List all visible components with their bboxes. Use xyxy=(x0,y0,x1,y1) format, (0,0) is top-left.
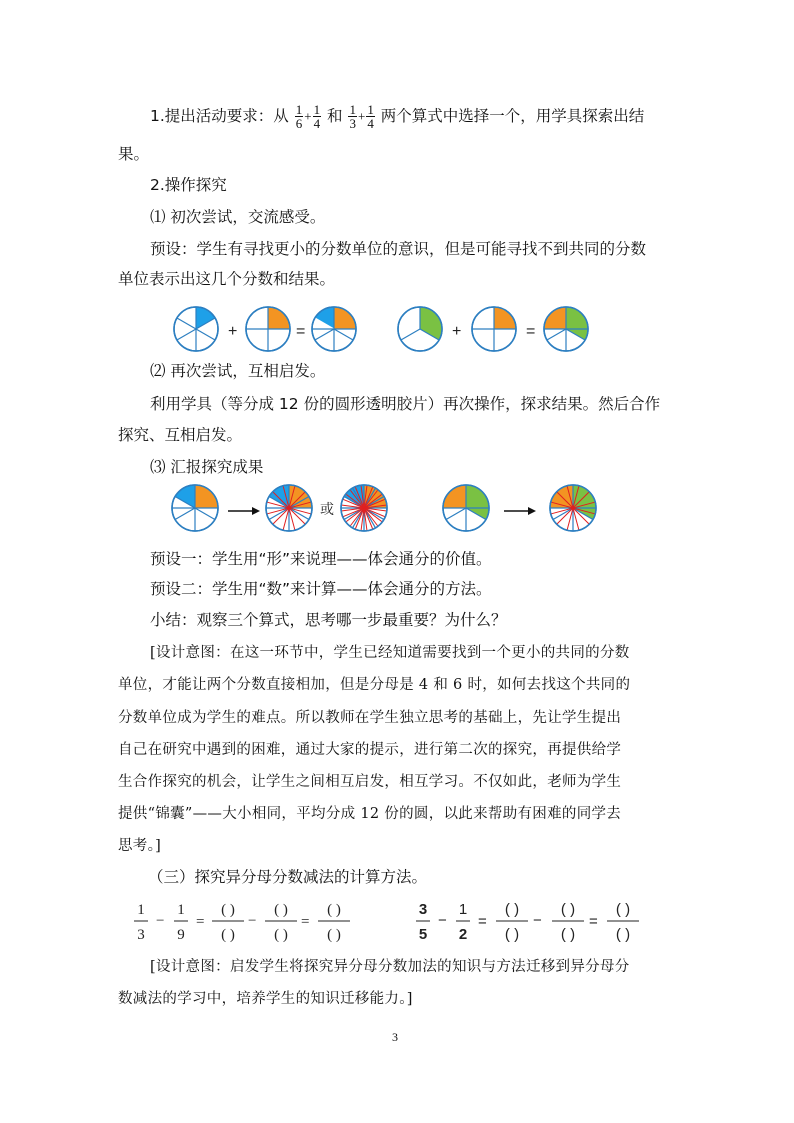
subtraction-equations xyxy=(0,898,794,954)
plus-sign: + xyxy=(304,108,312,124)
step1-line xyxy=(150,103,644,130)
blank-numerator: ( ) xyxy=(327,902,341,918)
blank-numerator: ( ) xyxy=(274,902,288,918)
circle-twelfths-2 xyxy=(550,485,596,531)
blank-numerator: ( ) xyxy=(504,901,520,918)
join-word: 和 xyxy=(327,107,343,125)
eq-left-equals: = xyxy=(196,914,205,930)
circle-report-1 xyxy=(172,485,218,531)
eq-left-b-num: 1 xyxy=(177,902,185,918)
circle-one-quarter xyxy=(246,307,290,351)
step1-text-before: 1.提出活动要求：从 xyxy=(150,107,289,125)
fraction-1-3: $\frac{1}{3}$ xyxy=(349,102,356,131)
eq-right-minus: − xyxy=(438,912,447,929)
blank-denominator: ( ) xyxy=(615,926,631,943)
equals-op-1: = xyxy=(296,323,306,340)
design1-line: 自己在研究中遇到的困难，通过大家的提示，进行第二次的探究，再提供给学 xyxy=(118,742,622,758)
step2-title: 2.操作探究 xyxy=(150,176,227,194)
fraction-1-4: $\frac{1}{4}$ xyxy=(313,102,321,131)
circle-one-sixth xyxy=(174,307,218,351)
arrow-icon-1 xyxy=(228,507,260,515)
eq-left-a-num: 1 xyxy=(137,902,145,918)
eq-left-equals-2: = xyxy=(301,914,310,930)
plus-op-1: + xyxy=(228,323,238,340)
step1-text-after: 两个算式中选择一个，用学具探索出结 xyxy=(380,107,645,125)
circle-sum-result-2 xyxy=(544,307,588,351)
eq-right-equals-2: = xyxy=(589,913,598,930)
summary-line: 小结：观察三个算式，思考哪一步最重要？为什么？ xyxy=(150,611,507,629)
equation-left xyxy=(134,902,350,943)
circle-one-quarter-2 xyxy=(472,307,516,351)
blank-denominator: ( ) xyxy=(327,927,341,943)
tool-line-1: 利用学具（等分成 12 份的圆形透明胶片）再次操作，探求结果。然后合作 xyxy=(150,395,661,413)
design2-line: [设计意图：启发学生将探究异分母分数加法的知识与方法迁移到异分母分 xyxy=(150,959,630,975)
tool-line-2: 探究、互相启发。 xyxy=(118,426,243,444)
blank-denominator: ( ) xyxy=(221,927,235,943)
blank-denominator: ( ) xyxy=(560,926,576,943)
design1-line: 提供“锦囊”——大小相同，平均分成 12 份的圆，以此来帮助有困难的同学去 xyxy=(118,806,622,822)
plus-sign: + xyxy=(357,108,366,124)
design1-line: 单位，才能让两个分数直接相加，但是分母是 4 和 6 时，如何去找这个共同的 xyxy=(118,677,631,693)
sub2-heading: ⑵ 再次尝试，互相启发。 xyxy=(150,362,326,380)
blank-denominator: ( ) xyxy=(504,926,520,943)
preset-two: 预设二：学生用“数”来计算——体会通分的方法。 xyxy=(150,580,492,598)
sub1-heading: ⑴ 初次尝试，交流感受。 xyxy=(150,208,326,226)
equation-right xyxy=(416,901,639,943)
eq-left-minus: − xyxy=(156,913,165,929)
design2-line: 数减法的学习中，培养学生的知识迁移能力。] xyxy=(118,991,413,1007)
design1-line: [设计意图：在这一环节中，学生已经知道需要找到一个更小的共同的分数 xyxy=(150,645,630,661)
preset-one: 预设一：学生用“形”来说理——体会通分的价值。 xyxy=(150,550,492,568)
or-word: 或 xyxy=(320,501,334,517)
circle-one-third xyxy=(398,307,442,351)
eq-right-b-num: 1 xyxy=(458,901,468,918)
eq-left-a-den: 3 xyxy=(137,927,145,943)
circle-twenty-fourths xyxy=(341,485,387,531)
design1-line: 分数单位成为学生的难点。所以教师在学生独立思考的基础上，先让学生提出 xyxy=(118,710,622,726)
circle-sum-result-1 xyxy=(312,307,356,351)
eq-right-equals: = xyxy=(478,913,487,930)
circle-report-2 xyxy=(443,485,489,531)
blank-numerator: ( ) xyxy=(560,901,576,918)
fraction-1-6: $\frac{1}{6}$ xyxy=(295,102,303,131)
sub3-heading: ⑶ 汇报探究成果 xyxy=(150,458,264,476)
eq-right-b-den: 2 xyxy=(458,926,468,943)
preset-line-1: 预设：学生有寻找更小的分数单位的意识，但是可能寻找不到共同的分数 xyxy=(150,240,647,258)
eq-right-minus-2: − xyxy=(533,912,542,929)
preset-line-2: 单位表示出这几个分数和结果。 xyxy=(118,270,336,288)
circle-diagram-row2 xyxy=(0,483,794,543)
plus-op-2: + xyxy=(452,323,462,340)
circle-twelfths-1 xyxy=(266,485,312,531)
eq-left-b-den: 9 xyxy=(177,927,185,943)
circle-diagram-row1 xyxy=(0,304,794,364)
blank-numerator: ( ) xyxy=(615,901,631,918)
eq-right-a-num: 3 xyxy=(418,901,428,918)
page-number: 3 xyxy=(392,1030,398,1044)
step1-wrap: 果。 xyxy=(118,145,150,163)
eq-right-a-den: 5 xyxy=(418,926,428,943)
section3-heading: （三）探究异分母分数减法的计算方法。 xyxy=(148,868,428,886)
arrow-icon-2 xyxy=(504,507,536,515)
blank-denominator: ( ) xyxy=(274,927,288,943)
blank-numerator: ( ) xyxy=(221,902,235,918)
fraction-1-4b: $\frac{1}{4}$ xyxy=(367,102,374,131)
design1-line: 思考。] xyxy=(118,838,162,854)
eq-left-minus-2: − xyxy=(248,913,257,929)
design1-line: 生合作探究的机会，让学生之间相互启发，相互学习。不仅如此，老师为学生 xyxy=(118,774,622,790)
equals-op-2: = xyxy=(526,323,536,340)
